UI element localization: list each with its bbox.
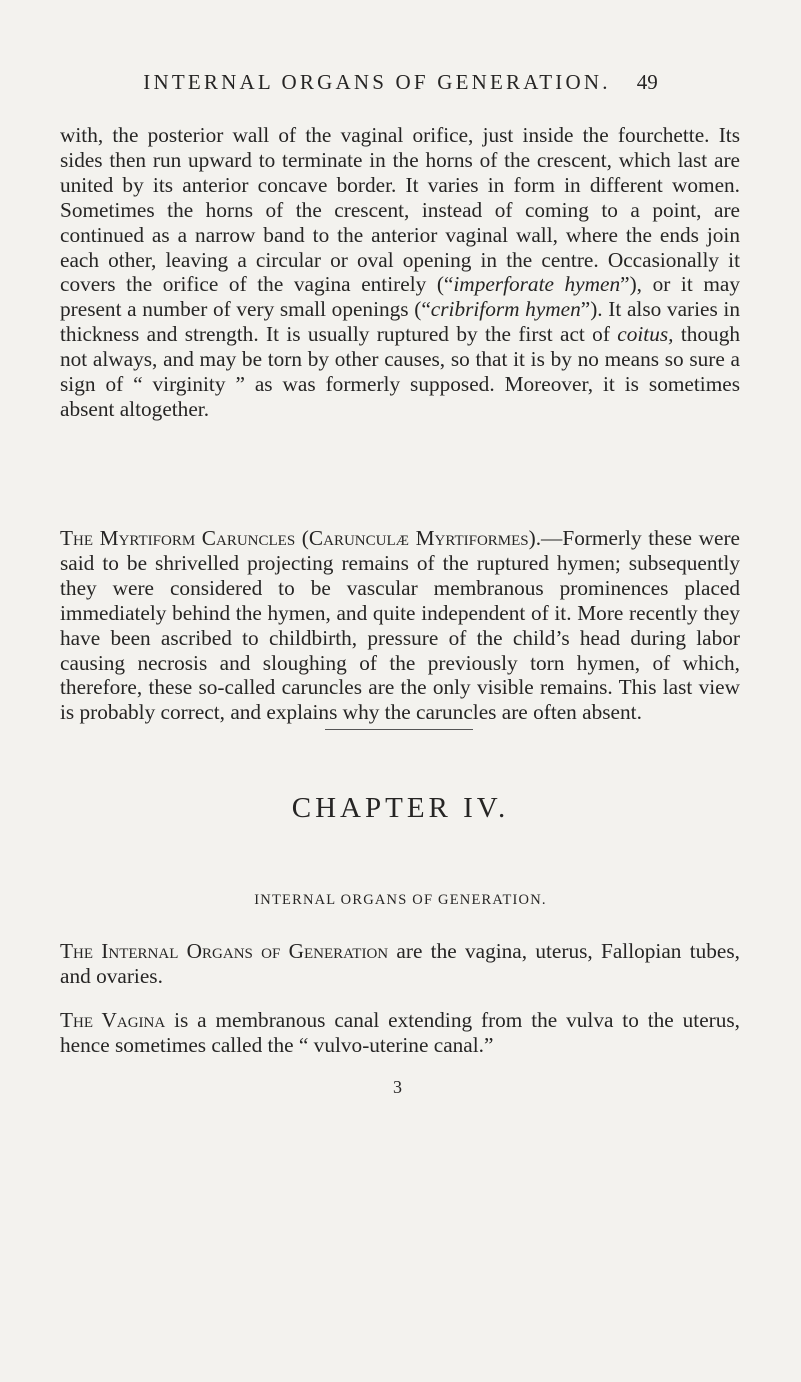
italic-term: imperforate hymen [453,272,621,297]
chapter-title: CHAPTER IV. [291,792,510,824]
paragraph-internal-organs [60,939,740,989]
page-number: 49 [636,70,658,94]
paragraph-myrtiform-caruncles [60,526,740,725]
italic-term: coitus, [617,322,674,347]
paragraph-text: is a membranous canal extending from the vulva to the uterus, hence sometimes called the “ vulvo-uterine canal.” [60,1008,740,1057]
lead-term: The Vagina [60,1008,166,1032]
paragraph-text: with, the posterior wall of the vaginal orifice, just inside the fourchette. Its sides then run upward to terminate in the horns of the crescent, which last are united by its anterior concave border. It varies in form in different women. Sometimes the horns of the crescent, instead of coming to a point, are continued as a narrow band to the anterior vaginal wall, where the ends join each other, leaving a circular or oval opening in the centre. Occasionally it covers the orifice of the vagina entirely (“ [60,123,740,297]
paragraph-hymen [60,123,740,422]
running-head-title: INTERNAL ORGANS OF GENERATION. [143,70,611,94]
paragraph-vagina [60,1008,740,1058]
chapter-subtitle: INTERNAL ORGANS OF GENERATION. [254,892,547,908]
running-head [0,70,801,95]
paragraph-text: ”), or it may present a number of very small openings (“ [60,272,740,322]
italic-term: cribriform hymen [430,297,581,322]
paragraph-text: ”). It also varies in thickness and strength. It is usually ruptured by the first act of [60,297,740,347]
section-heading: The Myrtiform Caruncles (Carunculæ Myrtiformes). [60,526,542,550]
paragraph-text: —Formerly these were said to be shrivelled projecting remains of the ruptured hymen; subsequently they were considered to be vascular membranous prominences placed immediately behind the hymen, and quite independent of it. More recently they have been ascribed to childbirth, pressure of the child’s head during labor causing necrosis and sloughing of the previously torn hymen, of which, therefore, these so-called caruncles are the only visible remains. This last view is probably correct, and explains why the caruncles are often absent. [60,526,740,725]
paragraph-text: are the vagina, uterus, Fallopian tubes, and ovaries. [60,939,740,988]
paragraph-text: though not always, and may be torn by other causes, so that it is by no means so sure a sign of “ virginity ” as was formerly supposed. Moreover, it is sometimes absent altogether. [60,322,740,421]
lead-term: The Internal Organs of Generation [60,939,389,963]
section-divider [325,729,473,730]
signature-mark: 3 [393,1077,402,1097]
